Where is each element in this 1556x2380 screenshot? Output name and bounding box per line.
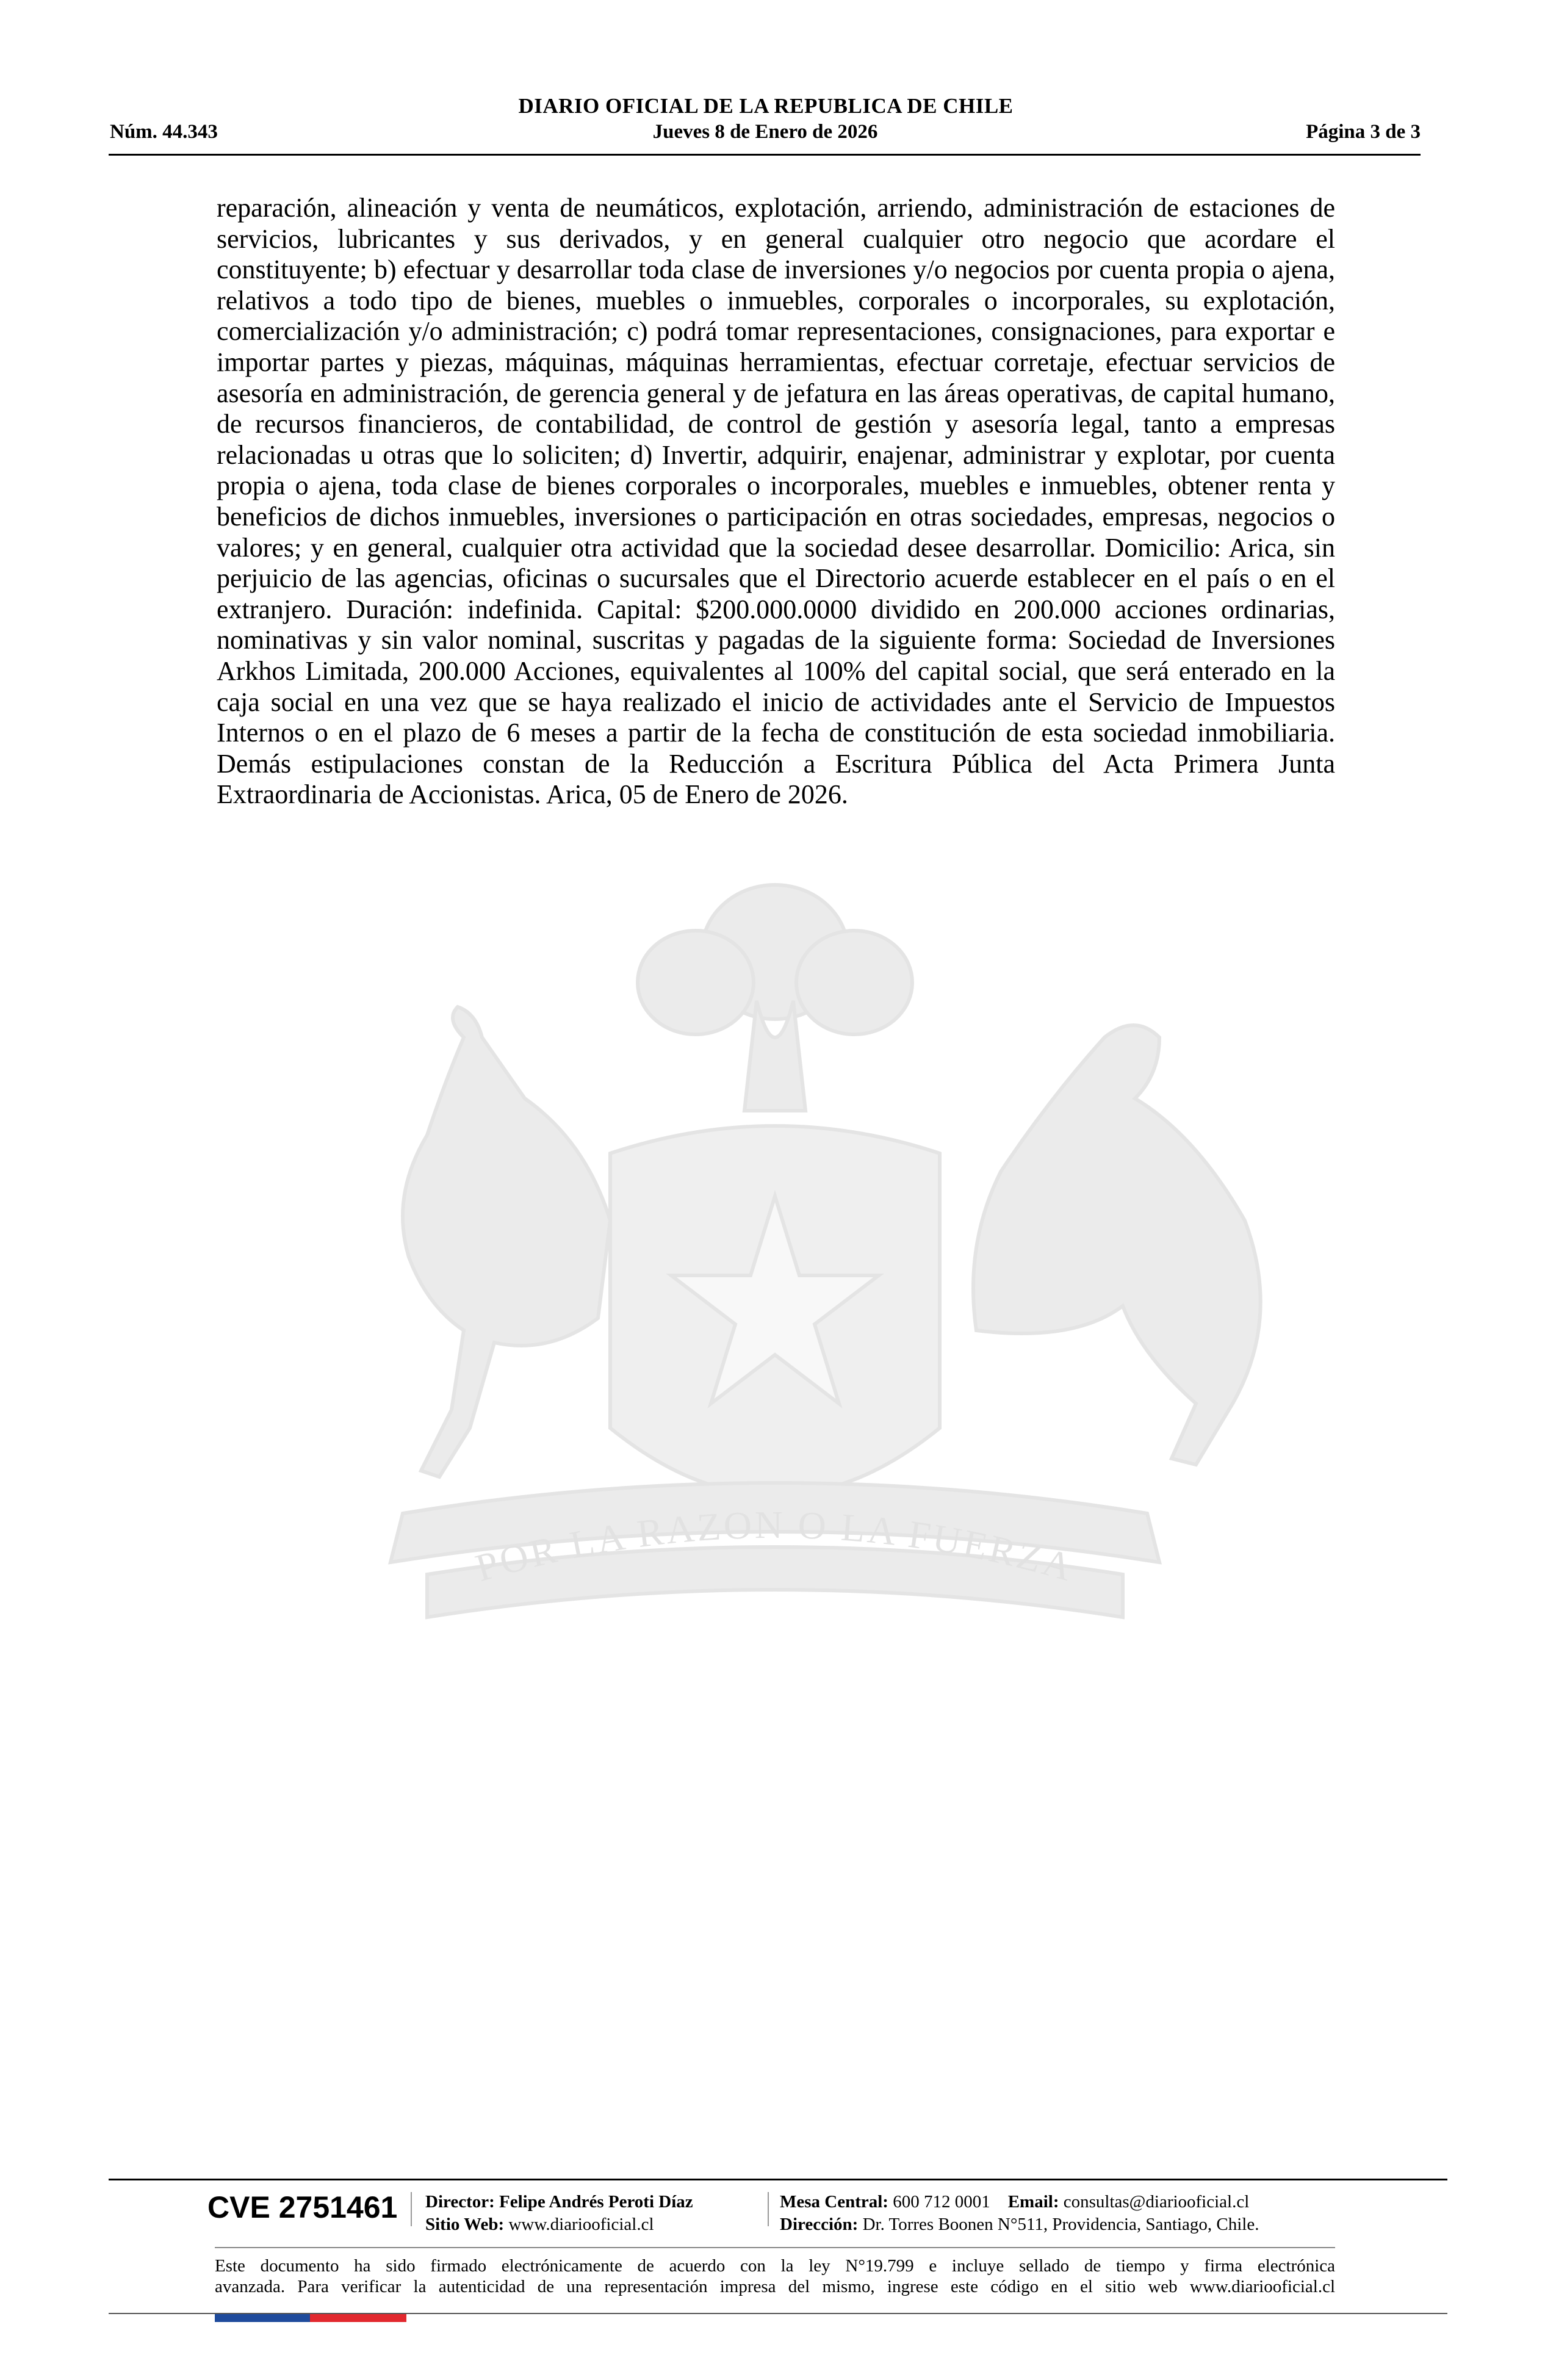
- issue-number: Núm. 44.343: [110, 121, 218, 143]
- signature-notice-line-2: avanzada. Para verificar la autenticidad de una representación impresa del mismo, ingrese este código en el sitio web www.diariooficial.cl: [215, 2277, 1335, 2296]
- header-row: [110, 121, 1421, 148]
- phone-number: 600 712 0001: [893, 2192, 990, 2212]
- cve-code: CVE 2751461: [207, 2190, 398, 2224]
- motto-text: POR LA RAZON O LA FUERZA: [470, 1502, 1079, 1590]
- footer-divider-top: [109, 2179, 1447, 2180]
- website-link[interactable]: www.diariooficial.cl: [508, 2215, 654, 2234]
- publication-body-text: reparación, alineación y venta de neumáticos, explotación, arriendo, administración de estaciones de servicios, lubricantes y sus derivados, y en general cualquier otro negocio que acordare el constituyente; b) efectuar y desarrollar toda clase de inversiones y/o negocios por cuenta propia o ajena, relativos a todo tipo de bienes, muebles o inmuebles, corporales o incorporales, su explotación, comercialización y/o administración; c) podrá tomar representaciones, consignaciones, para exportar e importar partes y piezas, máquinas, máquinas herramientas, efectuar corretaje, efectuar servicios de asesoría en administración, de gerencia general y de jefatura en las áreas operativas, de capital humano, de recursos financieros, de contabilidad, de control de gestión y asesoría legal, tanto a empresas relacionadas u otras que lo soliciten; d) Invertir, adquirir, enajenar, administrar y explotar, por cuenta propia o ajena, toda clase de bienes corporales o incorporales, muebles e inmuebles, obtener renta y beneficios de dichos inmuebles, inversiones o participación en otras sociedades, empresas, negocios o valores; y en general, cualquier otra actividad que la sociedad desee desarrollar. Domicilio: Arica, sin perjuicio de las agencias, oficinas o sucursales que el Directorio acuerde establecer en el país o en el extranjero. Duración: indefinida. Capital: $200.000.0000 dividido en 200.000 acciones ordinarias, nominativas y sin valor nominal, suscritas y pagadas de la siguiente forma: Sociedad de Inversiones Arkhos Limitada, 200.000 Acciones, equivalentes al 100% del capital social, que será enterado en la caja social en una vez que se haya realizado el inicio de actividades ante el Servicio de Impuestos Internos o en el plazo de 6 meses a partir de la fecha de constitución de esta sociedad inmobiliaria. Demás estipulaciones constan de la Reducción a Escritura Pública del Acta Primera Junta Extraordinaria de Accionistas. Arica, 05 de Enero de 2026.: [217, 193, 1335, 810]
- footer-divider-mid: [215, 2247, 1335, 2248]
- issue-date: Jueves 8 de Enero de 2026: [652, 121, 878, 143]
- header-divider: [109, 154, 1421, 156]
- newspaper-title: DIARIO OFICIAL DE LA REPUBLICA DE CHILE: [518, 94, 1014, 118]
- email-label: Email:: [1007, 2192, 1059, 2212]
- footer-separator: [411, 2192, 412, 2226]
- phone-label: Mesa Central:: [780, 2192, 888, 2212]
- address-text: Dr. Torres Boonen N°511, Providencia, Santiago, Chile.: [862, 2215, 1259, 2234]
- footer-contact-block: [780, 2191, 1259, 2236]
- website-label: Sitio Web:: [425, 2215, 505, 2234]
- flag-stripe-red: [310, 2314, 406, 2322]
- email-link[interactable]: consultas@diariooficial.cl: [1063, 2192, 1250, 2212]
- address-label: Dirección:: [780, 2215, 859, 2234]
- director-label: Director: Felipe Andrés Peroti Díaz: [425, 2192, 693, 2212]
- chile-coat-of-arms-icon: [207, 879, 1342, 1672]
- page-indicator: Página 3 de 3: [1306, 121, 1421, 143]
- footer-director-block: [425, 2191, 693, 2236]
- footer-separator: [768, 2192, 769, 2226]
- coat-of-arms-watermark: [207, 879, 1342, 1672]
- signature-notice-line-1: Este documento ha sido firmado electrónicamente de acuerdo con la ley N°19.799 e incluye sellado de tiempo y firma electrónica: [215, 2256, 1335, 2276]
- flag-stripe-blue: [215, 2314, 310, 2322]
